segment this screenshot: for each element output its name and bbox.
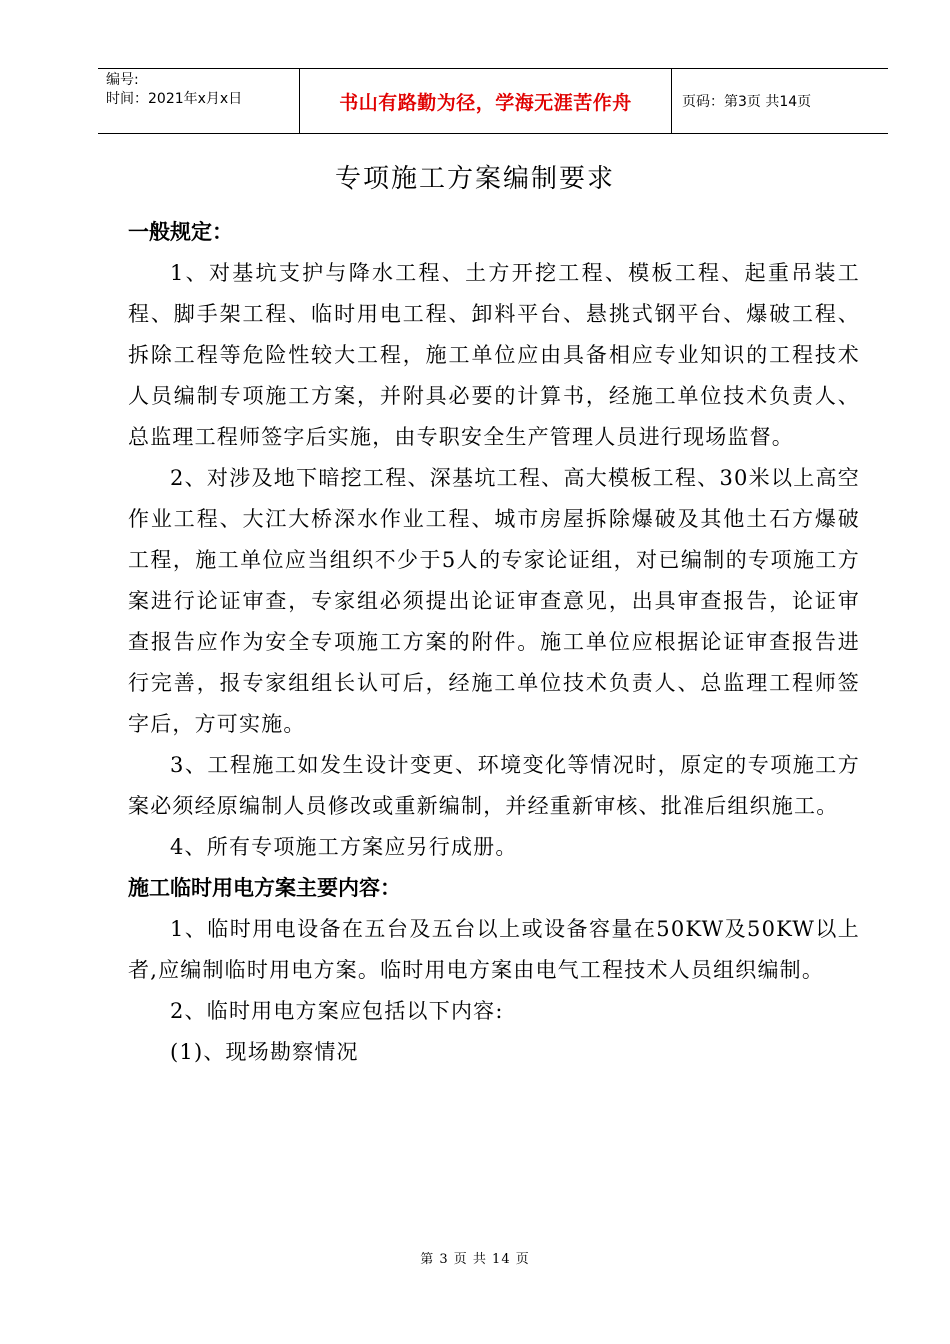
document-title: 专项施工方案编制要求 (334, 164, 615, 194)
section-heading: 施工临时用电方案主要内容： (128, 876, 401, 900)
paragraph: 1、临时用电设备在五台及五台以上或设备容量在50KW及50KW以上者,应编制临时用电方案。临时用电方案由电气工程技术人员组织编制。 (128, 917, 860, 982)
paragraph: 3、工程施工如发生设计变更、环境变化等情况时，原定的专项施工方案必须经原编制人员修改或重新编制，并经重新审核、批准后组织施工。 (128, 753, 860, 818)
paragraph: 1、对基坑支护与降水工程、土方开挖工程、模板工程、起重吊装工程、脚手架工程、临时用电工程、卸料平台、悬挑式钢平台、爆破工程、拆除工程等危险性较大工程，施工单位应由具备相应专业知识的工程技术人员编制专项施工方案，并附具必要的计算书，经施工单位技术负责人、总监理工程师签字后实施，由专职安全生产管理人员进行现场监督。 (128, 261, 860, 449)
paragraph: 2、对涉及地下暗挖工程、深基坑工程、高大模板工程、30米以上高空作业工程、大江大桥深水作业工程、城市房屋拆除爆破及其他土石方爆破工程，施工单位应当组织不少于5人的专家论证组，对已编制的专项施工方案进行论证审查，专家组必须提出论证审查意见，出具审查报告，论证审查报告应作为安全专项施工方案的附件。施工单位应根据论证审查报告进行完善，报专家组组长认可后，经施工单位技术负责人、总监理工程师签字后，方可实施。 (128, 466, 860, 736)
section-heading: 一般规定： (128, 220, 233, 244)
header-meta (98, 69, 300, 133)
header-page-info: 页码：第3页 共14页 (682, 94, 812, 110)
document-date: 时间：2021年x月x日 (106, 91, 243, 107)
header-motto: 书山有路勤为径，学海无涯苦作舟 (300, 69, 672, 133)
paragraph: (1)、现场勘察情况 (170, 1040, 359, 1064)
page-footer: 第 3 页 共 14 页 (420, 1252, 530, 1267)
paragraph: 2、临时用电方案应包括以下内容: (170, 999, 504, 1023)
section-temporary-power-plan (128, 868, 860, 1073)
document-number-label: 编号: (106, 72, 139, 88)
paragraph: 4、所有专项施工方案应另行成册。 (170, 835, 518, 859)
document-body (128, 212, 860, 1073)
section-general-rules (128, 212, 860, 868)
page-header (98, 68, 888, 134)
